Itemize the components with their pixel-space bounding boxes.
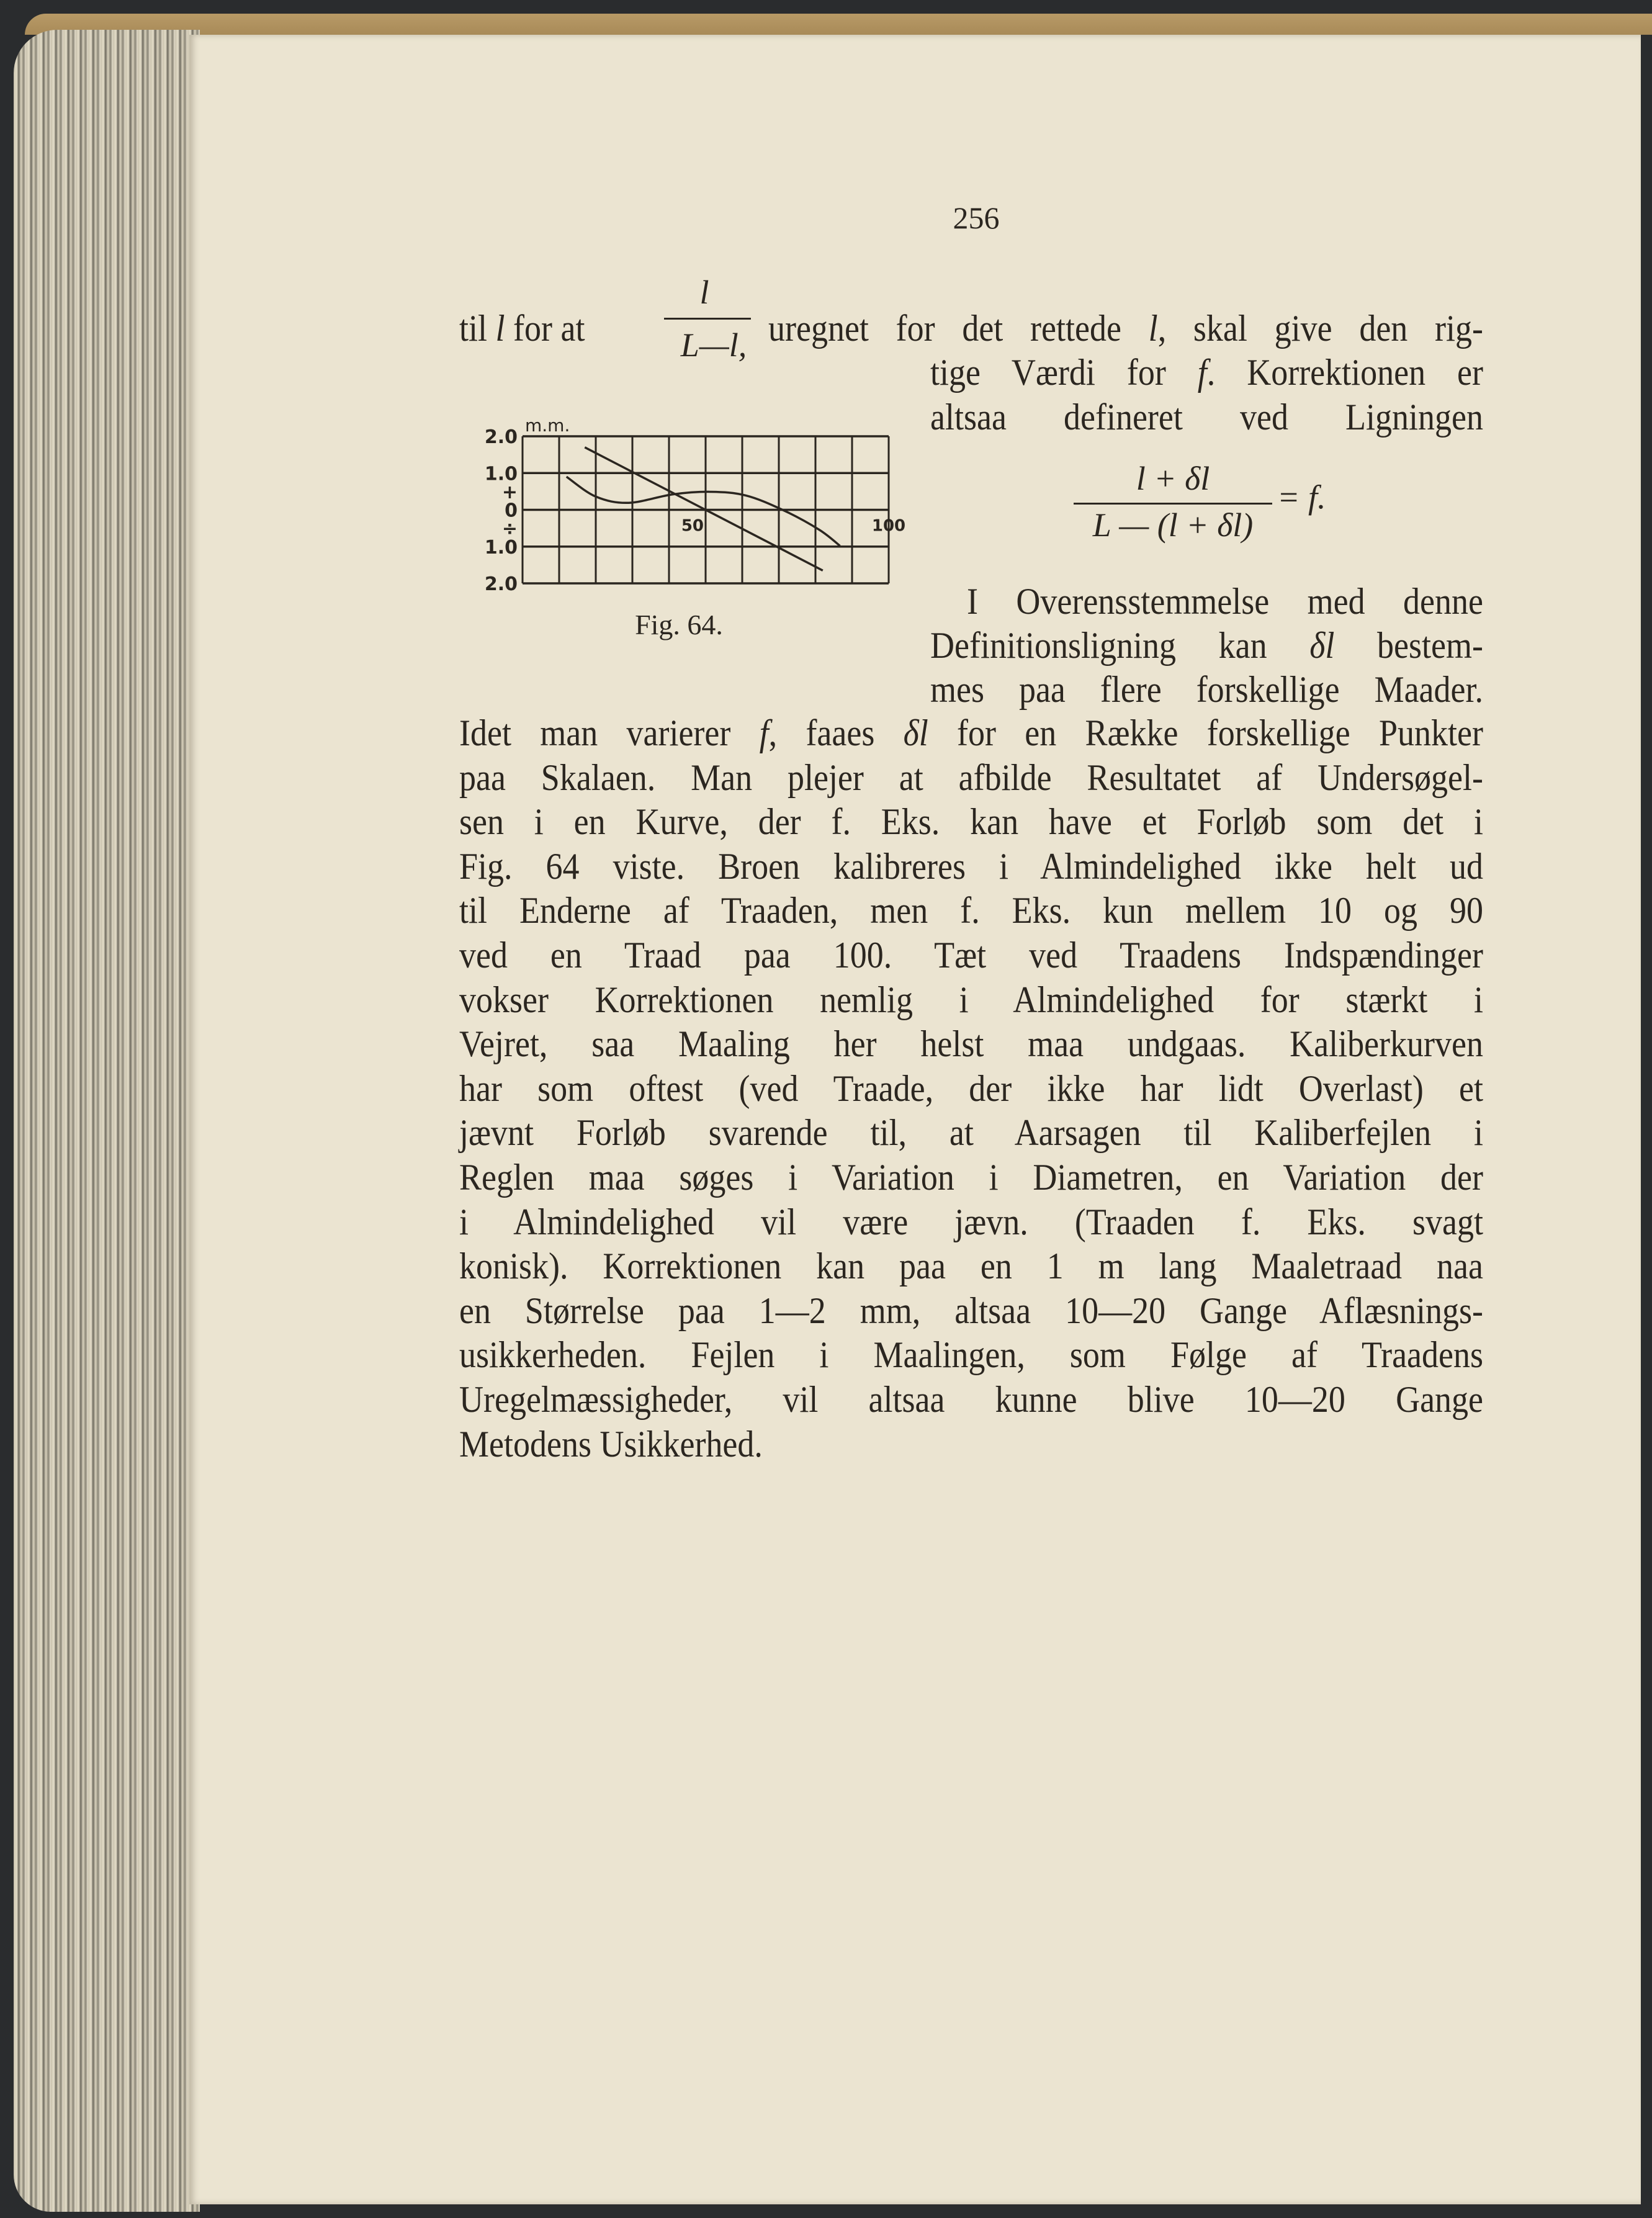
text-line bbox=[459, 1197, 1483, 1247]
y-tick-label: 2.0 bbox=[484, 573, 518, 595]
fraction-numerator: l bbox=[699, 274, 709, 311]
text-segment: i Almindelighed vil være jævn. (Traaden f. Eks. svagt bbox=[459, 1200, 1483, 1243]
text-line bbox=[967, 577, 1483, 627]
text-line bbox=[459, 1152, 1483, 1203]
text-segment: jævnt Forløb svarende til, at Aarsagen til Kaliberfejlen i bbox=[459, 1111, 1483, 1154]
text-segment: til Enderne af Traaden, men f. Eks. kun mellem 10 og 90 bbox=[459, 889, 1483, 932]
math-variable: δl bbox=[903, 712, 928, 754]
text-segment: uregnet for det rettede bbox=[768, 307, 1149, 349]
text-segment: bestem- bbox=[1334, 624, 1483, 667]
text-segment: har som oftest (ved Traade, der ikke har lidt Overlast) et bbox=[459, 1067, 1483, 1110]
text-segment: Fig. 64 viste. Broen kalibreres i Almindelighed ikke helt ud bbox=[459, 845, 1483, 887]
text-line bbox=[459, 752, 1483, 802]
text-segment: paa Skalaen. Man plejer at afbilde Resultatet af Undersøgel- bbox=[459, 756, 1483, 799]
text-line bbox=[459, 1063, 1483, 1113]
text-line bbox=[459, 1285, 1483, 1336]
text-segment: Idet man varierer bbox=[459, 712, 760, 754]
variable-l: l bbox=[1148, 307, 1158, 349]
text-segment: Vejret, saa Maaling her helst maa undgaas. Kaliberkurven bbox=[459, 1023, 1483, 1065]
text-segment: , skal give den rig- bbox=[1157, 307, 1483, 349]
math-variable: f bbox=[759, 712, 769, 754]
text-segment: til bbox=[459, 307, 496, 349]
text-line bbox=[459, 1375, 1483, 1425]
text-segment: I Overensstemmelse med denne bbox=[967, 580, 1483, 622]
text-segment: konisk). Korrektionen kan paa en 1 m lang Maaletraad naa bbox=[459, 1245, 1483, 1287]
text-line bbox=[459, 886, 1483, 936]
text-line bbox=[459, 930, 1483, 981]
text-segment: altsaa defineret ved Ligningen bbox=[930, 396, 1483, 438]
y-tick-label: 0 bbox=[505, 500, 518, 522]
text-line bbox=[459, 1108, 1483, 1158]
text-segment: for en Række forskellige Punkter bbox=[928, 712, 1483, 754]
text-segment: Definitionsligning kan bbox=[930, 624, 1310, 667]
text-segment: vokser Korrektionen nemlig i Almindelighed for stærkt i bbox=[459, 978, 1483, 1021]
y-tick-label: ÷ bbox=[501, 518, 518, 541]
x-tick-label: 50 bbox=[681, 516, 704, 536]
fraction-denominator-text: L—l bbox=[680, 326, 738, 364]
y-unit-label: m.m. bbox=[525, 415, 570, 436]
text-segment: Reglen maa søges i Variation i Diametren, en Variation der bbox=[459, 1156, 1483, 1198]
variable-l: l bbox=[495, 307, 505, 349]
equation-rhs: = f. bbox=[1277, 478, 1326, 516]
x-tick-label: 100 bbox=[871, 516, 906, 536]
text-line bbox=[459, 974, 1483, 1025]
text-segment: Uregelmæssigheder, vil altsaa kunne blive 10—20 Gange bbox=[459, 1378, 1483, 1421]
text-line bbox=[459, 1019, 1483, 1069]
y-tick-label: 1.0 bbox=[484, 463, 518, 485]
text-line bbox=[930, 392, 1483, 442]
page-number: 256 bbox=[953, 200, 1000, 235]
text-segment: , bbox=[738, 326, 747, 364]
text-segment: Metodens Usikkerhed. bbox=[459, 1422, 763, 1465]
text-line bbox=[459, 797, 1483, 847]
text-segment: en Størrelse paa 1—2 mm, altsaa 10—20 Gange Aflæsnings- bbox=[459, 1290, 1483, 1332]
math-variable: f bbox=[1197, 351, 1207, 393]
equation-denominator: L — (l + δl) bbox=[1092, 506, 1254, 544]
text-line bbox=[459, 1419, 1483, 1469]
math-variable: δl bbox=[1309, 624, 1335, 667]
text-segment: usikkerheden. Fejlen i Maalingen, som Følge af Traadens bbox=[459, 1334, 1483, 1376]
figure-caption: Fig. 64. bbox=[635, 609, 723, 640]
text-segment: for at bbox=[505, 307, 585, 349]
text-line bbox=[459, 708, 1483, 758]
text-line bbox=[459, 1241, 1483, 1291]
y-tick-label: 1.0 bbox=[484, 536, 518, 559]
text-line bbox=[930, 348, 1483, 398]
series-curve bbox=[567, 477, 840, 546]
text-segment: sen i en Kurve, der f. Eks. kan have et Forløb som det i bbox=[459, 801, 1483, 843]
text-line bbox=[930, 621, 1483, 671]
text-segment: mes paa flere forskellige Maader. bbox=[930, 668, 1483, 711]
equation-numerator: l + δl bbox=[1136, 460, 1210, 497]
text-segment: tige Værdi for bbox=[930, 351, 1198, 393]
text-line bbox=[459, 841, 1483, 891]
text-line bbox=[930, 665, 1483, 715]
text-segment: ved en Traad paa 100. Tæt ved Traadens Indspændinger bbox=[459, 934, 1483, 976]
text-segment: , faaes bbox=[768, 712, 904, 754]
text-segment: . Korrektionen er bbox=[1206, 351, 1483, 393]
y-tick-label: + bbox=[501, 481, 518, 503]
text-line bbox=[459, 1330, 1483, 1380]
y-tick-label: 2.0 bbox=[484, 426, 518, 448]
